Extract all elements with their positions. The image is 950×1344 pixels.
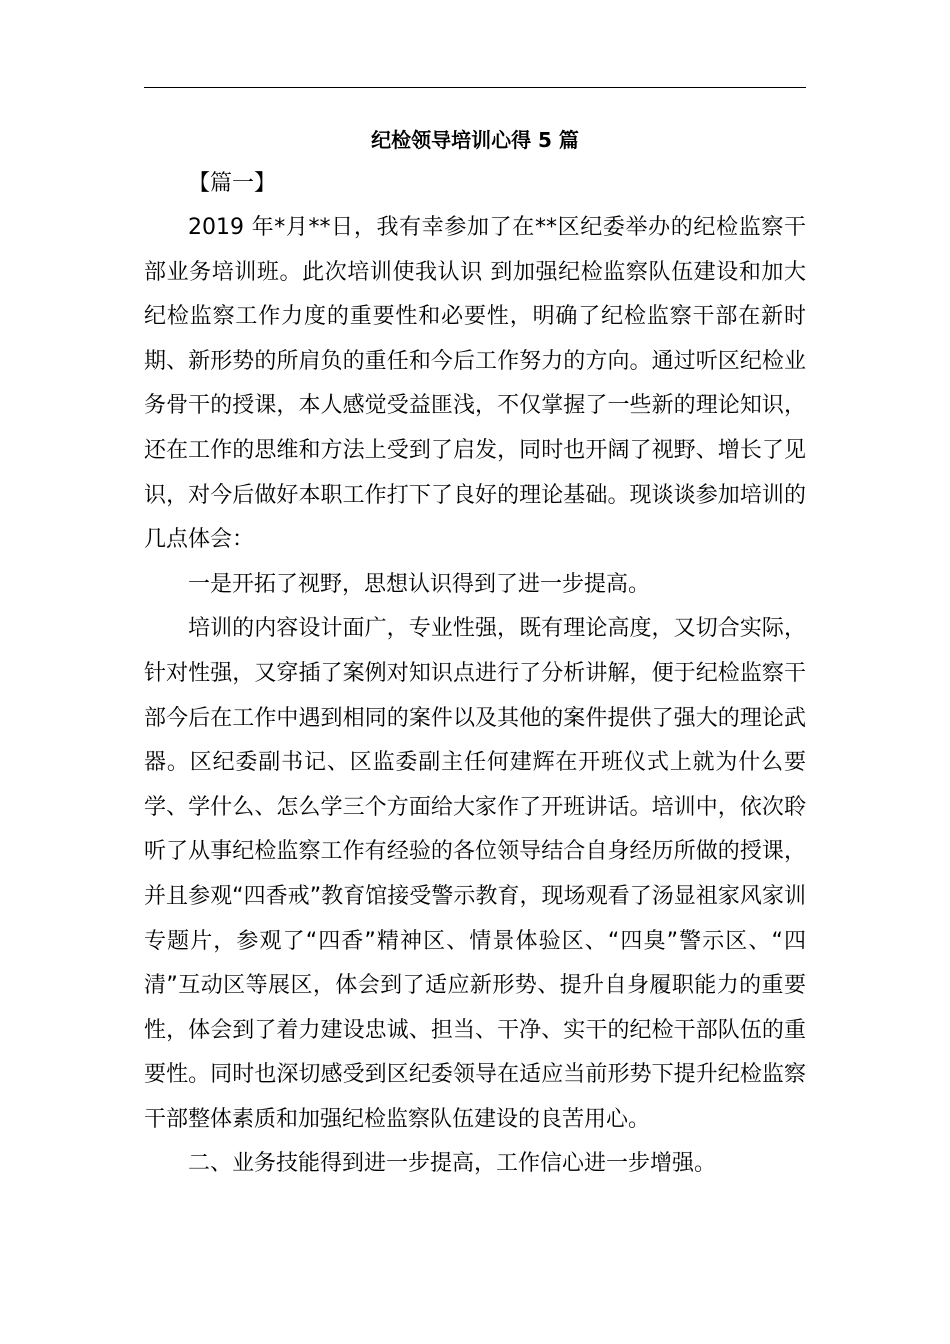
- paragraph-training-content: 培训的内容设计面广，专业性强，既有理论高度，又切合实际，针对性强，又穿插了案例对知识点进行了分析讲解，便于纪检监察干部今后在工作中遇到相同的案件以及其他的案件提供了强大的理论武器。区纪委副书记、区监委副主任何建辉在开班仪式上就为什么要学、学什么、怎么学三个方面给大家作了开班讲话。培训中，依次聆听了从事纪检监察工作有经验的各位领导结合自身经历所做的授课，并且参观“四香戒”教育馆接受警示教育，现场观看了汤显祖家风家训专题片，参观了“四香”精神区、情景体验区、“四臭”警示区、“四清”互动区等展区，体会到了适应新形势、提升自身履职能力的重要性，体会到了着力建设忠诚、担当、干净、实干的纪检干部队伍的重要性。同时也深切感受到区纪委领导在适应当前形势下提升纪检监察干部整体素质和加强纪检监察队伍建设的良苦用心。: [144, 616, 806, 1132]
- header-rule: [144, 87, 806, 88]
- section-label: 【篇一】: [188, 171, 277, 196]
- paragraph-point-one-heading: 一是开拓了视野，思想认识得到了进一步提高。: [188, 571, 651, 597]
- body-text-block: [144, 206, 806, 1187]
- paragraph-point-two-heading: 二、业务技能得到进一步提高，工作信心进一步增强。: [188, 1151, 717, 1177]
- document-title: 纪检领导培训心得 5 篇: [371, 128, 579, 152]
- paragraph-intro: 2019 年*月**日，我有幸参加了在**区纪委举办的纪检监察干部业务培训班。此次培训使我认识 到加强纪检监察队伍建设和加大纪检监察工作力度的重要性和必要性，明确了纪检监察干部在新时期、新形势的所肩负的重任和今后工作努力的方向。通过听区纪检业务骨干的授课，本人感觉受益匪浅，不仅掌握了一些新的理论知识，还在工作的思维和方法上受到了启发，同时也开阔了视野、增长了见识，对今后做好本职工作打下了良好的理论基础。现谈谈参加培训的几点体会：: [144, 215, 806, 553]
